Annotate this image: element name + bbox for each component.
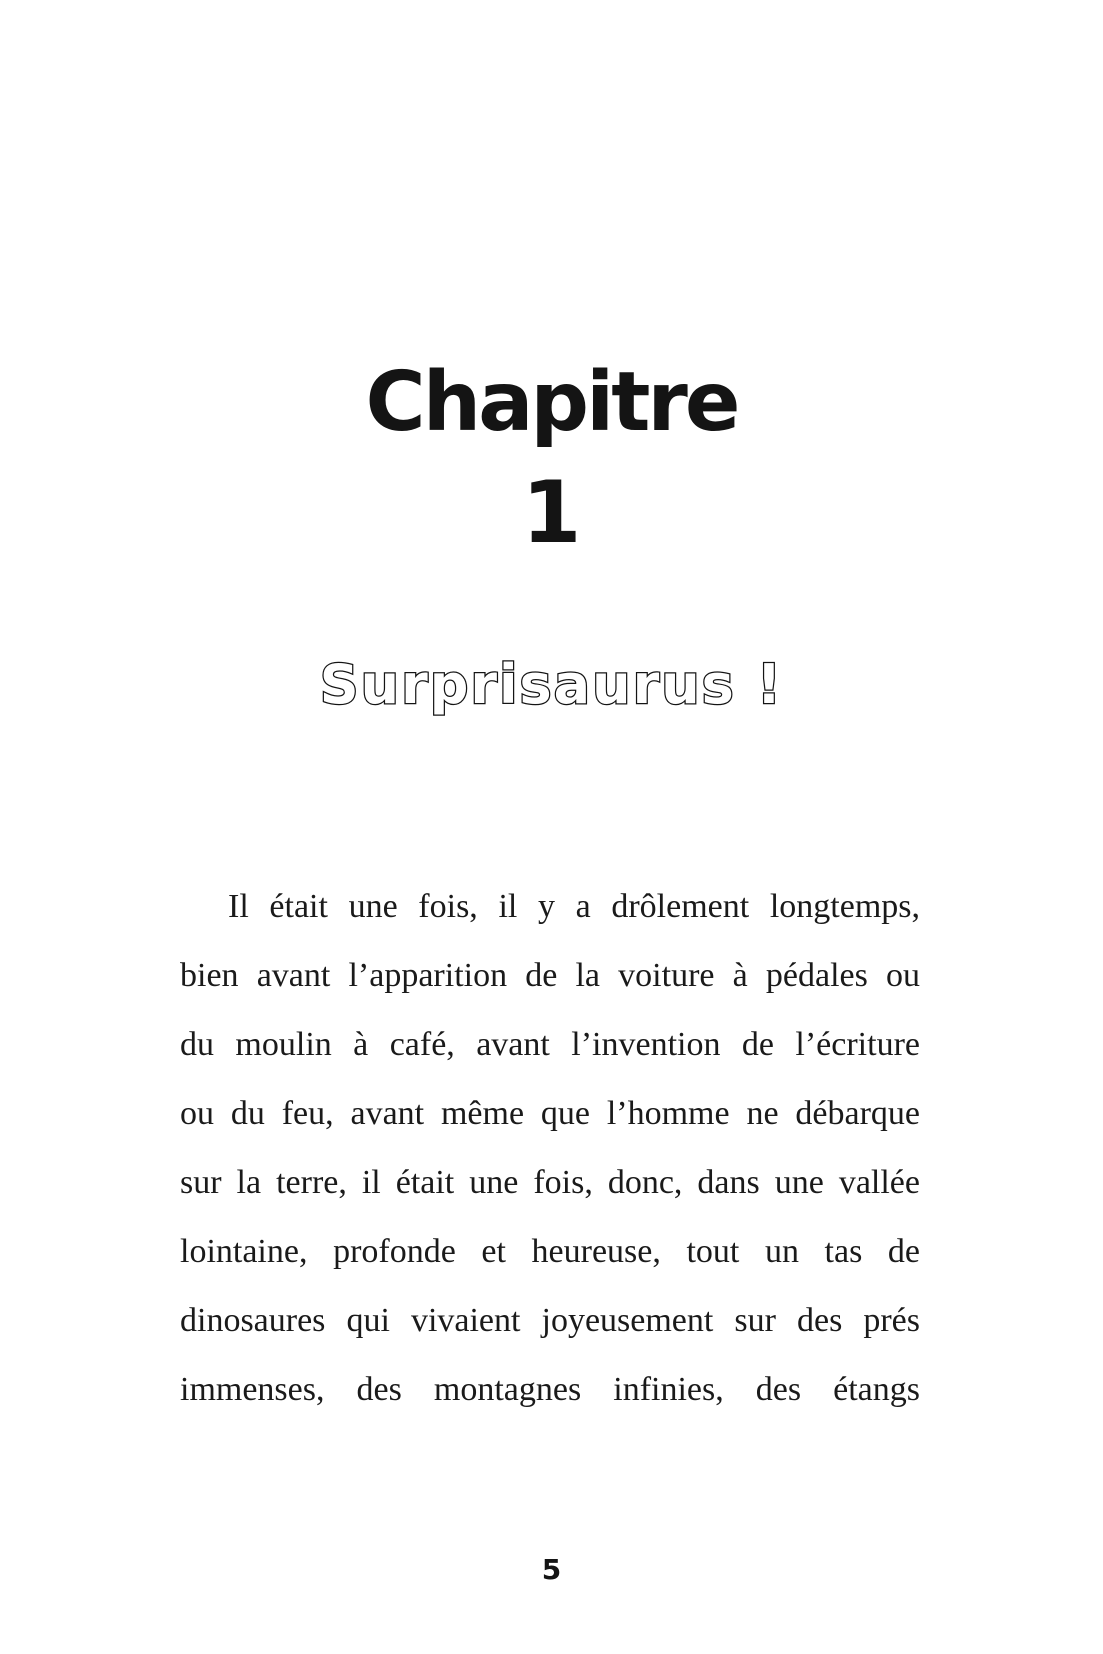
- chapter-number: 1: [521, 463, 582, 563]
- body-line: lointaine, profonde et heureuse, tout un tas de: [180, 1233, 920, 1270]
- chapter-title: Surprisaurus !: [319, 653, 784, 716]
- page-number: 5: [541, 1553, 562, 1586]
- body-line: bien avant l’apparition de la voiture à pédales ou: [180, 957, 920, 994]
- body-paragraph: [180, 872, 920, 1424]
- body-line: immenses, des montagnes infinies, des étangs: [180, 1371, 920, 1408]
- body-line: Il était une fois, il y a drôlement longtemps,: [228, 888, 920, 925]
- body-line: dinosaures qui vivaient joyeusement sur des prés: [180, 1302, 920, 1339]
- body-line: du moulin à café, avant l’invention de l’écriture: [180, 1026, 920, 1063]
- chapter-label: Chapitre: [365, 355, 738, 450]
- body-line: ou du feu, avant même que l’homme ne débarque: [180, 1095, 920, 1132]
- body-line: sur la terre, il était une fois, donc, dans une vallée: [180, 1164, 920, 1201]
